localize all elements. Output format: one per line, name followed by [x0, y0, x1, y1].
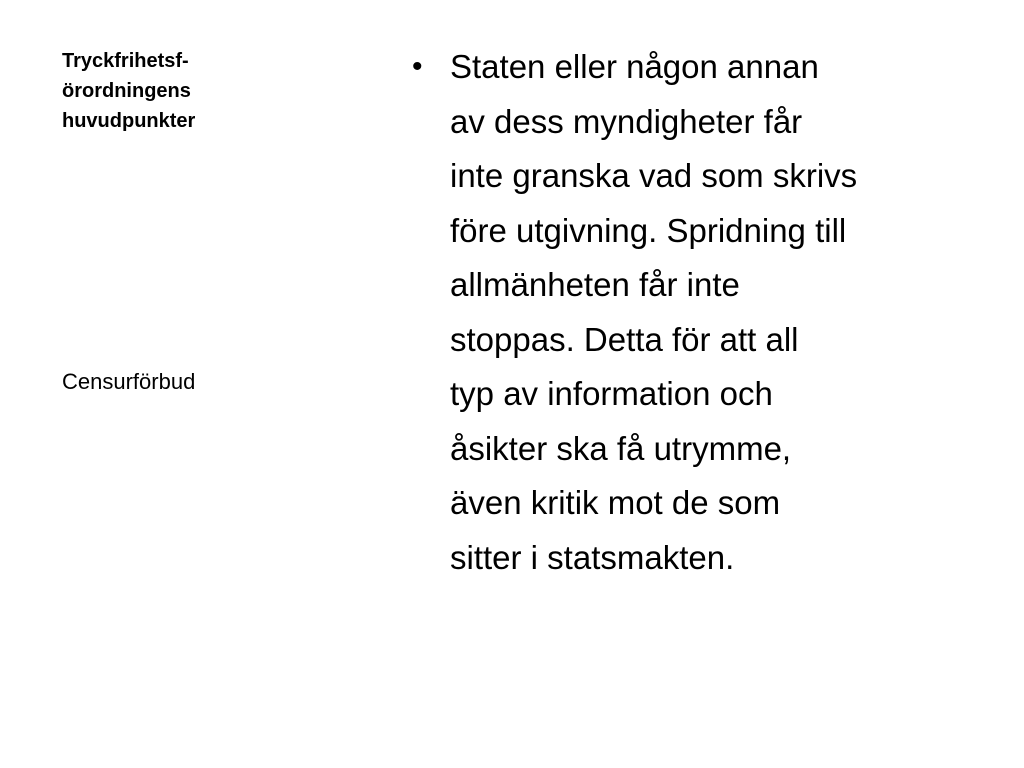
bullet-text-line: åsikter ska få utrymme, [450, 429, 792, 467]
slide-title-line: huvudpunkter [62, 110, 196, 132]
section-label: Censurförbud [62, 369, 196, 394]
bullet-text-line: före utgivning. Spridning till [450, 211, 847, 249]
bullet-text-line: typ av information och [450, 375, 773, 412]
bullet-list [412, 40, 992, 585]
bullet-dot-icon: • [412, 50, 423, 83]
slide-title [62, 46, 262, 136]
slide-title-line: örordningens [62, 80, 191, 102]
bullet-text-line: inte granska vad som skrivs [450, 157, 858, 194]
slide-title-line: Tryckfrihetsf- [62, 50, 189, 72]
bullet-text-line: sitter i statsmakten. [450, 538, 735, 576]
bullet-text-line: stoppas. Detta för att all [450, 320, 799, 358]
bullet-text-line: av dess myndigheter får [450, 102, 803, 140]
bullet-text [450, 40, 857, 585]
bullet-text-line: allmänheten får inte [450, 266, 740, 303]
bullet-item [412, 40, 992, 585]
bullet-text-line: även kritik mot de som [450, 484, 781, 521]
bullet-text-line: Staten eller någon annan [450, 48, 819, 85]
